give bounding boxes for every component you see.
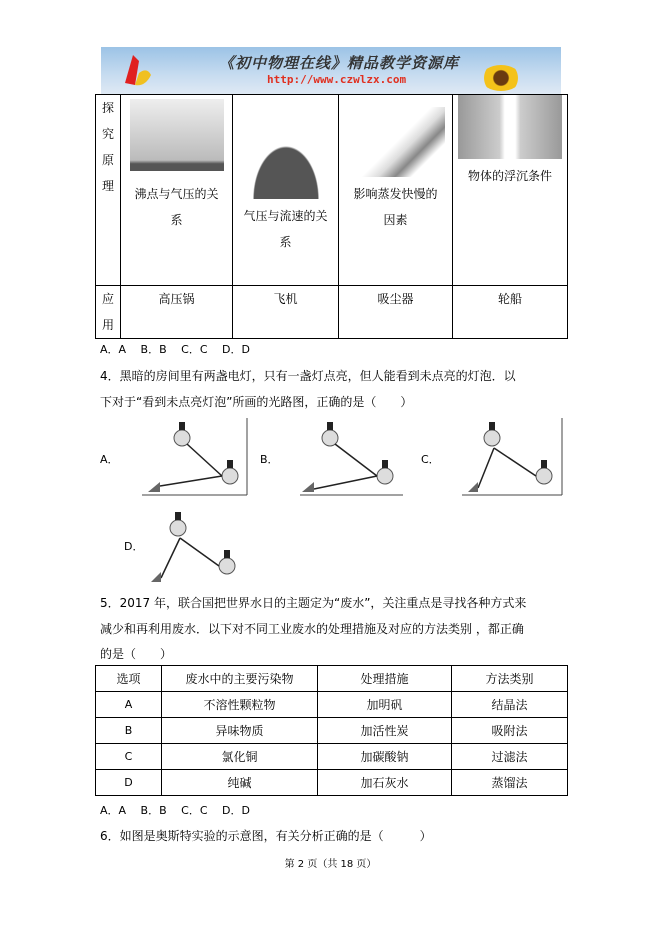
q6-text: 6．如图是奥斯特实验的示意图，有关分析正确的是（ ） bbox=[100, 829, 432, 843]
lit-bulb-icon bbox=[536, 468, 552, 484]
unlit-bulb-icon bbox=[484, 430, 500, 446]
table-row: B 异味物质 加活性炭 吸附法 bbox=[96, 718, 568, 744]
eye-icon bbox=[468, 482, 478, 492]
application-cell: 吸尘器 bbox=[339, 286, 453, 339]
table-row: C 氯化铜 加碳酸钠 过滤法 bbox=[96, 744, 568, 770]
table-header-row: 选项 废水中的主要污染物 处理措施 方法类别 bbox=[96, 666, 568, 692]
q5-text-line1: 5．2017 年，联合国把世界水日的主题定为“废水”，关注重点是寻找各种方式来 bbox=[100, 596, 527, 610]
principle-cell: 物体的浮沉条件 bbox=[453, 95, 568, 286]
diagram-d bbox=[145, 506, 247, 586]
option-a-label: A． bbox=[100, 453, 119, 466]
q5-answer-options: A．A B．B C．C D．D bbox=[100, 804, 250, 817]
q4-text-line2: 下对于“看到未点亮灯泡”所画的光路图，正确的是（ ） bbox=[100, 395, 413, 409]
banner-url: http://www.czwlzx.com bbox=[267, 73, 407, 86]
wastewater-table bbox=[95, 665, 568, 796]
q5-text-line2: 减少和再利用废水．以下对不同工业废水的处理措施及对应的方法类别 ，都正确 bbox=[100, 622, 524, 636]
principle-cell: 影响蒸发快慢的 因素 bbox=[339, 95, 453, 286]
evaporation-image bbox=[347, 107, 445, 177]
eye-icon bbox=[148, 482, 160, 492]
floating-sinking-image bbox=[458, 95, 562, 159]
lit-bulb-icon bbox=[219, 558, 235, 574]
principle-cell: 沸点与气压的关 系 bbox=[121, 95, 233, 286]
banner-title: 《初中物理在线》精品教学资源库 bbox=[219, 54, 460, 72]
q4-text-line1: 4．黑暗的房间里有两盏电灯，只有一盏灯点亮，但人能看到未点亮的灯泡．以 bbox=[100, 369, 516, 383]
q5-text-line3: 的是（ ） bbox=[100, 647, 173, 661]
q3-answer-options: A．A B．B C．C D．D bbox=[100, 343, 250, 356]
option-c-label: C． bbox=[421, 453, 440, 466]
person-blowing-paper-image bbox=[241, 127, 331, 199]
application-cell: 高压锅 bbox=[121, 286, 233, 339]
unlit-bulb-icon bbox=[170, 520, 186, 536]
option-b-label: B． bbox=[260, 453, 279, 466]
lit-bulb-icon bbox=[377, 468, 393, 484]
diagram-a bbox=[142, 418, 250, 498]
sunflower-image bbox=[481, 65, 521, 91]
eye-icon bbox=[151, 572, 161, 582]
option-d-label: D． bbox=[124, 540, 144, 553]
lit-bulb-icon bbox=[222, 468, 238, 484]
application-cell: 轮船 bbox=[453, 286, 568, 339]
principle-cell: 气压与流速的关 系 bbox=[233, 95, 339, 286]
row-header-application: 应 用 bbox=[96, 286, 121, 339]
diagram-c bbox=[462, 418, 564, 498]
application-cell: 飞机 bbox=[233, 286, 339, 339]
page-footer: 第 2 页（共 18 页） bbox=[284, 859, 377, 870]
diagram-b bbox=[300, 418, 405, 498]
row-header-principle: 探 究 原 理 bbox=[96, 95, 121, 286]
table-row: D 纯碱 加石灰水 蒸馏法 bbox=[96, 770, 568, 796]
principle-table bbox=[95, 94, 568, 339]
eye-icon bbox=[302, 482, 314, 492]
table-row: A 不溶性颗粒物 加明矾 结晶法 bbox=[96, 692, 568, 718]
boiling-experiment-image bbox=[130, 99, 224, 171]
logo-icon bbox=[119, 53, 155, 89]
header-banner bbox=[101, 47, 561, 94]
